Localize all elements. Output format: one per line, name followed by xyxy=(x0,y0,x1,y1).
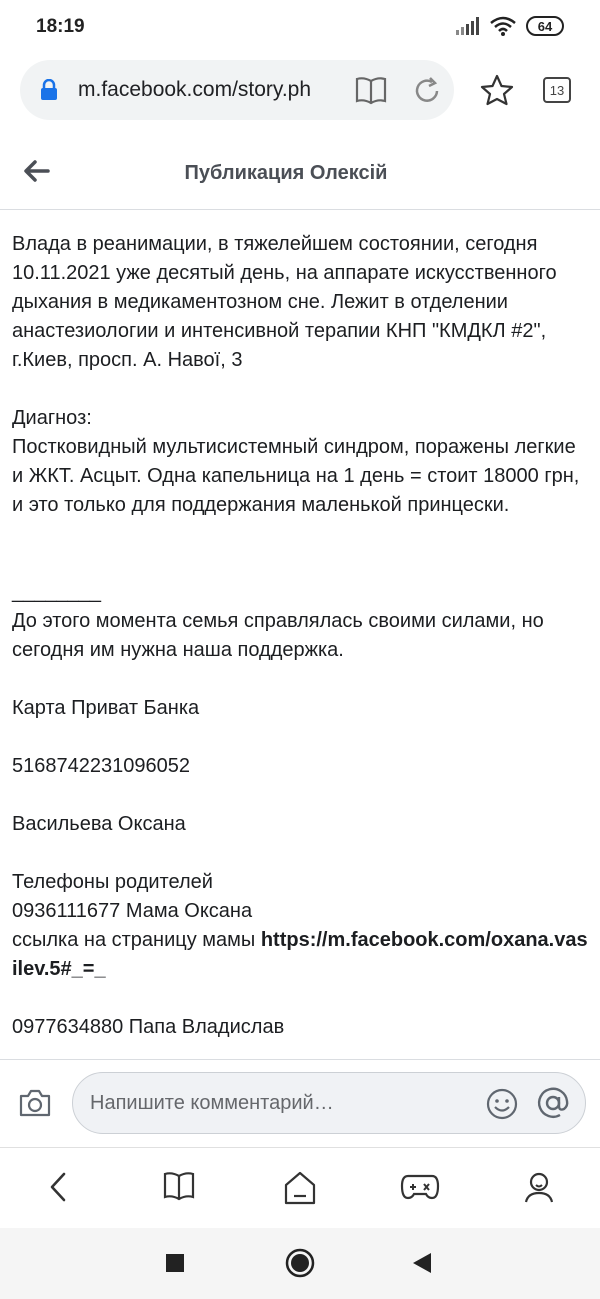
mom-profile-link[interactable]: https://m.facebook.com/oxana.vasilev.5#_=_ xyxy=(12,929,588,980)
home-circle-icon[interactable] xyxy=(284,1247,316,1279)
mom-link-prefix: ссылка на страницу мамы xyxy=(12,929,261,951)
phones-title: Телефоны родителей xyxy=(12,871,213,893)
home-icon[interactable] xyxy=(282,1170,318,1206)
comment-bar xyxy=(0,1059,600,1147)
emoji-icon[interactable] xyxy=(486,1088,518,1120)
post-separator: ________ xyxy=(12,581,101,603)
bookmark-star-icon[interactable] xyxy=(480,74,514,106)
wifi-icon xyxy=(490,16,516,36)
phone-mom: 0936111677 Мама Оксана xyxy=(12,900,253,922)
system-back-icon[interactable] xyxy=(412,1252,432,1274)
page-title: Публикация Олексій xyxy=(184,162,388,184)
browser-bottom-nav xyxy=(0,1147,600,1227)
page-header xyxy=(0,136,600,210)
signal-icon xyxy=(456,17,480,35)
status-bar xyxy=(0,0,600,56)
bookmarks-book-icon[interactable] xyxy=(162,1170,196,1202)
status-icons xyxy=(456,16,564,36)
spacer xyxy=(12,549,592,578)
system-navigation-bar xyxy=(0,1228,600,1299)
post-paragraph-support: До этого момента семья справлялась своими силами, но сегодня им нужна наша поддержка. xyxy=(12,610,544,661)
back-icon[interactable] xyxy=(44,1170,74,1204)
browser-toolbar xyxy=(0,58,600,124)
card-holder: Васильева Оксана xyxy=(12,813,186,835)
reload-icon[interactable] xyxy=(412,76,442,106)
reader-mode-icon[interactable] xyxy=(354,76,388,106)
diagnosis-title: Диагноз: xyxy=(12,407,92,429)
post-body xyxy=(12,230,592,1042)
url-text[interactable]: m.facebook.com/story.ph xyxy=(78,78,312,101)
battery-indicator: 64 xyxy=(526,16,564,36)
post-paragraph-diagnosis xyxy=(12,404,592,520)
card-number: 5168742231096052 xyxy=(12,755,190,777)
tabs-count-button[interactable]: 13 xyxy=(543,77,571,103)
address-bar[interactable] xyxy=(20,60,454,120)
post-paragraph-status: Влада в реанимации, в тяжелейшем состоянии, сегодня 10.11.2021 уже десятый день, на аппарате искусственного дыхания в медикаментозном сне. Лежит в отделении анастезиологии и интенсивной терапии КНП "КМДКЛ #2", г.Киев, просп. А. Навої, 3 xyxy=(12,233,557,371)
recent-apps-icon[interactable] xyxy=(165,1253,185,1273)
lock-icon xyxy=(40,79,58,101)
diagnosis-body: Постковидный мультисистемный синдром, поражены легкие и ЖКТ. Асцыт. Одна капельница на 1 день = стоит 18000 грн, и это только для поддержания маленькой принцески. xyxy=(12,436,580,516)
mention-icon[interactable] xyxy=(536,1086,570,1120)
post-paragraph-phones xyxy=(12,868,592,984)
phone-dad: 0977634880 Папа Владислав xyxy=(12,1016,285,1038)
games-icon[interactable] xyxy=(400,1170,440,1204)
status-time: 18:19 xyxy=(36,16,85,37)
card-label: Карта Приват Банка xyxy=(12,697,200,719)
mom-link-line xyxy=(12,926,592,984)
profile-icon[interactable] xyxy=(522,1170,556,1204)
camera-icon[interactable] xyxy=(18,1088,52,1118)
